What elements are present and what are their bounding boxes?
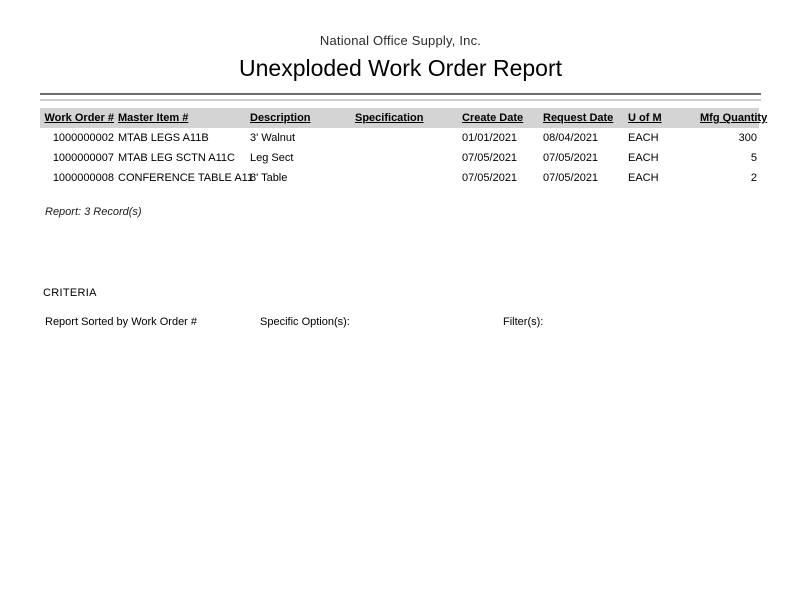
- header-rule-light: [40, 99, 761, 101]
- cell-mfg-quantity: 300: [738, 132, 757, 144]
- cell-description: 3' Walnut: [250, 132, 296, 144]
- sorted-by-text: Report Sorted by Work Order #: [45, 316, 198, 328]
- specific-options-label: Specific Option(s):: [260, 316, 350, 328]
- cell-work-order: 1000000007: [52, 152, 114, 164]
- cell-u-of-m: EACH: [628, 152, 659, 164]
- cell-description: Leg Sect: [250, 152, 294, 164]
- header-cell-description: Description: [250, 112, 311, 124]
- filters-label: Filter(s):: [503, 316, 544, 328]
- cell-create-date: 01/01/2021: [462, 132, 518, 144]
- cell-work-order: 1000000008: [52, 172, 114, 184]
- cell-request-date: 08/04/2021: [543, 132, 599, 144]
- report-title: Unexploded Work Order Report: [239, 55, 562, 81]
- header-cell-mfg-quantity: Mfg Quantity: [700, 112, 768, 124]
- table-row: [40, 168, 759, 188]
- header-cell-master-item: Master Item #: [118, 112, 189, 124]
- cell-create-date: 07/05/2021: [462, 152, 518, 164]
- header-cell-create-date: Create Date: [462, 112, 524, 124]
- criteria-heading: CRITERIA: [43, 287, 97, 299]
- header-cell-specification: Specification: [355, 112, 424, 124]
- table-header-row: [40, 108, 768, 128]
- cell-request-date: 07/05/2021: [543, 152, 599, 164]
- cell-u-of-m: EACH: [628, 172, 659, 184]
- cell-master-item: MTAB LEGS A11B: [118, 132, 209, 144]
- cell-description: 8' Table: [250, 172, 288, 184]
- table-row: [40, 128, 759, 148]
- header-cell-request-date: Request Date: [543, 112, 614, 124]
- cell-u-of-m: EACH: [628, 132, 659, 144]
- cell-request-date: 07/05/2021: [543, 172, 599, 184]
- cell-create-date: 07/05/2021: [462, 172, 518, 184]
- header-cell-u-of-m: U of M: [628, 112, 662, 124]
- header-rule-dark: [40, 93, 761, 95]
- cell-mfg-quantity: 5: [750, 152, 757, 164]
- company-name: National Office Supply, Inc.: [319, 33, 482, 48]
- header-cell-work-order: Work Order #: [44, 112, 114, 124]
- cell-mfg-quantity: 2: [750, 172, 757, 184]
- cell-master-item: CONFERENCE TABLE A11: [118, 172, 254, 184]
- table-row: [40, 148, 759, 168]
- work-order-table-body: [40, 128, 759, 188]
- record-count-summary: Report: 3 Record(s): [45, 206, 142, 218]
- cell-work-order: 1000000002: [52, 132, 114, 144]
- cell-master-item: MTAB LEG SCTN A11C: [118, 152, 235, 164]
